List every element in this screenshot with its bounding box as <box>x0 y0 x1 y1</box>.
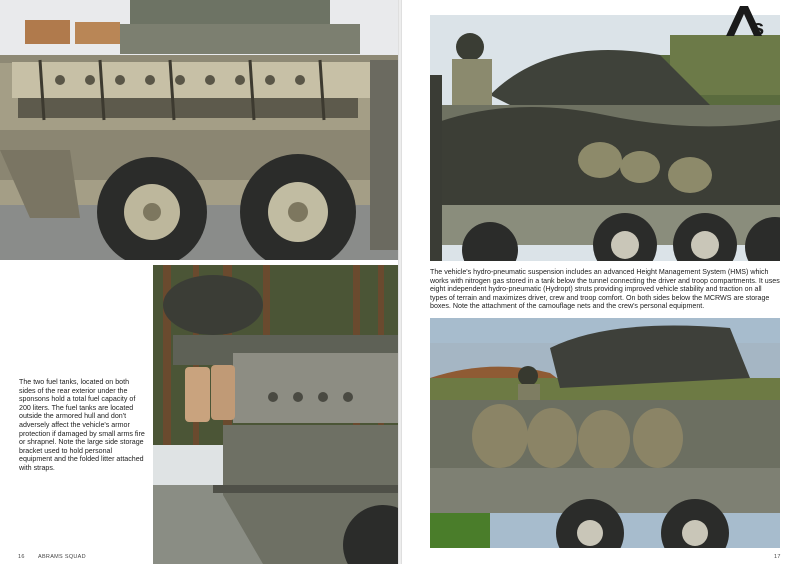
left-page <box>0 0 398 564</box>
left-running-title: ABRAMS SQUAD <box>38 554 86 560</box>
photo-turret-camouflage-net <box>430 15 780 261</box>
photo-rear-fuel-tank-closeup <box>153 265 398 564</box>
left-page-number: 16 <box>18 554 25 560</box>
publisher-logo <box>722 2 784 40</box>
right-page-number: 17 <box>774 554 781 560</box>
left-caption: The two fuel tanks, located on both sides of the rear exterior under the sponsons hold a total fuel capacity of 200 liters. The fuel tanks are located outside the armored hull and don't adversely affect the vehicle's armor protection if damaged by small arms fire or shrapnel. Note the large side storage bracket used to hold personal equipment and the folded litter attached with straps. <box>19 378 145 472</box>
right-caption: The vehicle's hydro-pneumatic suspension includes an advanced Height Management System (HMS) which works with nitrogen gas stored in a tank below the tunnel connecting the driver and troop compartments. It uses eight independent hydro-pneumatic (Hydropt) struts providing improved vehicle stability and traction on all types of terrain and maximizes driver, crew and troop comfort. On both sides below the MCRWS are storage boxes. Note the attachment of the camouflage nets and the crew's personal equipment. <box>430 268 780 311</box>
photo-side-storage-bags <box>430 318 780 548</box>
photo-side-rear-fuel-tanks <box>0 0 398 260</box>
right-page <box>402 0 800 564</box>
svg-text:s: s <box>752 15 765 40</box>
